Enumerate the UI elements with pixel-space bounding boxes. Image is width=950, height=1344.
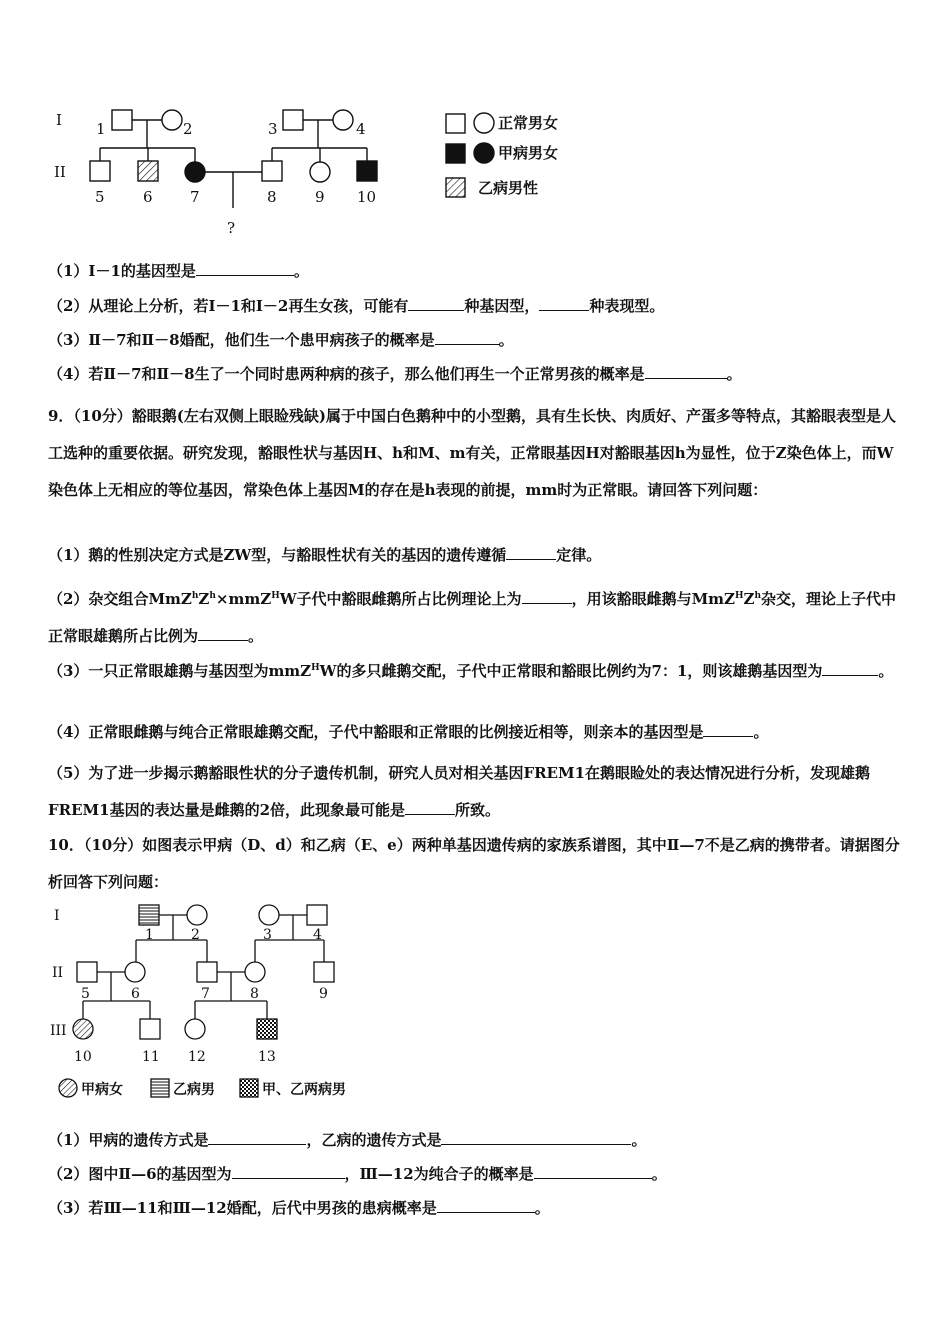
q10-blank-4[interactable] bbox=[534, 1164, 652, 1179]
q10-part2: （2）图中Ⅱ—6的基因型为 ，Ⅲ—12为纯合子的概率是 。 bbox=[48, 1165, 667, 1183]
female-I-2 bbox=[187, 905, 207, 925]
legend-both-diseases-male-icon bbox=[240, 1079, 258, 1097]
pedigree-figure-2 bbox=[50, 898, 380, 1110]
legend-disease-a-female-icon bbox=[474, 143, 494, 163]
male-I-1 bbox=[112, 110, 132, 130]
male-III-11 bbox=[140, 1019, 160, 1039]
q9-blank-4[interactable] bbox=[822, 661, 878, 676]
female-III-12 bbox=[185, 1019, 205, 1039]
gen-label-III: III bbox=[50, 1023, 67, 1039]
q8-part3: （3）Ⅱ－7和Ⅱ－8婚配，他们生一个患甲病孩子的概率是 。 bbox=[48, 331, 514, 349]
legend-disease-a-male-icon bbox=[446, 144, 465, 163]
q9-part2: （2）杂交组合$MmZ^hZ^h\times mmZ^HW$子代中豁眼雌鹅所占比例理论上为 ，用该豁眼雌鹅与$MmZ^HZ^h$杂交，理论上子代中正常眼雄鹅所占比例为 。 bbox=[48, 590, 897, 645]
legend-disease-a-female-icon bbox=[59, 1079, 77, 1097]
q9-blank-2[interactable] bbox=[522, 589, 572, 604]
male-I-1-disease-b bbox=[139, 905, 159, 925]
ind-label-1: 1 bbox=[145, 927, 154, 943]
q8-part2: （2）从理论上分析，若Ⅰ－1和Ⅰ－2再生女孩，可能有 种基因型， 种表现型。 bbox=[48, 297, 665, 315]
legend-disease-b-label: 乙病男 bbox=[173, 1082, 215, 1098]
ind-label-10: 10 bbox=[357, 188, 377, 206]
legend-normal-male-icon bbox=[446, 114, 465, 133]
ind-label-8: 8 bbox=[267, 188, 277, 206]
ind-label-4: 4 bbox=[356, 120, 366, 138]
male-II-9 bbox=[314, 962, 334, 982]
q8-blank-5[interactable] bbox=[645, 364, 727, 379]
q8-part1: （1）Ⅰ－1的基因型是 。 bbox=[48, 262, 309, 280]
ind-label-2: 2 bbox=[183, 120, 193, 138]
ind-label-8: 8 bbox=[250, 986, 259, 1002]
q10-blank-5[interactable] bbox=[437, 1198, 535, 1213]
male-I-4 bbox=[307, 905, 327, 925]
q10-part1: （1）甲病的遗传方式是 ，乙病的遗传方式是 。 bbox=[48, 1131, 647, 1149]
female-III-10-disease-a bbox=[73, 1019, 93, 1039]
q8-blank-1[interactable] bbox=[196, 261, 294, 276]
ind-label-2: 2 bbox=[191, 927, 200, 943]
female-I-4 bbox=[333, 110, 353, 130]
ind-label-9: 9 bbox=[315, 188, 325, 206]
ind-label-6: 6 bbox=[131, 986, 140, 1002]
ind-label-10: 10 bbox=[74, 1049, 92, 1065]
q9-part4: （4）正常眼雌鹅与纯合正常眼雄鹅交配，子代中豁眼和正常眼的比例接近相等，则亲本的基因型是 。 bbox=[48, 723, 769, 741]
pedigree-figure-1 bbox=[50, 100, 590, 245]
gen-label-II: II bbox=[54, 163, 66, 181]
ind-label-7: 7 bbox=[190, 188, 200, 206]
ind-label-3: 3 bbox=[268, 120, 278, 138]
q10-intro: 10．（10分）如图表示甲病（D、d）和乙病（E、e）两种单基因遗传病的家族系谱图，其中Ⅱ—7不是乙病的携带者。请据图分析回答下列问题： bbox=[48, 836, 900, 891]
q9-intro: 9．（10分）豁眼鹅(左右双侧上眼睑残缺)属于中国白色鹅种中的小型鹅，具有生长快、肉质好、产蛋多等特点，其豁眼表型是人工选种的重要依据。研究发现，豁眼性状与基因H、h和M、m有关，正常眼基因H对豁眼基因h为显性，位于Z染色体上，而W染色体上无相应的等位基因，常染色体上基因M的存在是h表现的前提，mm时为正常眼。请回答下列问题： bbox=[48, 407, 897, 499]
gen-label-I: I bbox=[54, 908, 60, 924]
q9-part3: （3）一只正常眼雄鹅与基因型为mmZ$^H$W的多只雌鹅交配，子代中正常眼和豁眼比例约为7：1，则该雄鹅基因型为 。 bbox=[48, 662, 894, 680]
gen-label-II: II bbox=[52, 965, 64, 981]
legend-disease-b-male-icon bbox=[151, 1079, 169, 1097]
q10-blank-3[interactable] bbox=[232, 1164, 345, 1179]
q8-blank-2[interactable] bbox=[408, 296, 464, 311]
ind-label-7: 7 bbox=[201, 986, 210, 1002]
ind-label-6: 6 bbox=[143, 188, 153, 206]
legend-disease-a-label: 甲病男女 bbox=[498, 144, 559, 162]
male-II-5 bbox=[77, 962, 97, 982]
male-II-10 bbox=[357, 161, 377, 181]
female-II-8 bbox=[245, 962, 265, 982]
q8-part4: （4）若Ⅱ－7和Ⅱ－8生了一个同时患两种病的孩子，那么他们再生一个正常男孩的概率是 。 bbox=[48, 365, 742, 383]
ind-label-11: 11 bbox=[142, 1049, 160, 1065]
male-II-6 bbox=[138, 161, 158, 181]
q10-blank-2[interactable] bbox=[441, 1130, 631, 1145]
ind-label-3: 3 bbox=[263, 927, 272, 943]
male-II-7 bbox=[197, 962, 217, 982]
legend-disease-b-male-icon bbox=[446, 178, 465, 197]
ind-label-13: 13 bbox=[258, 1049, 276, 1065]
q10-blank-1[interactable] bbox=[208, 1130, 306, 1145]
legend-both-label: 甲、乙两病男 bbox=[262, 1082, 346, 1098]
q8-blank-4[interactable] bbox=[435, 330, 499, 345]
q9-blank-5[interactable] bbox=[703, 722, 753, 737]
male-I-3 bbox=[283, 110, 303, 130]
male-II-8 bbox=[262, 161, 282, 181]
unknown-child-label: ? bbox=[227, 219, 236, 237]
ind-label-5: 5 bbox=[95, 188, 105, 206]
ind-label-9: 9 bbox=[319, 986, 328, 1002]
q9-blank-1[interactable] bbox=[506, 545, 556, 560]
female-II-6 bbox=[125, 962, 145, 982]
male-III-13-both-diseases bbox=[257, 1019, 277, 1039]
gen-label-I: I bbox=[56, 111, 62, 129]
ind-label-4: 4 bbox=[313, 927, 322, 943]
legend-normal-female-icon bbox=[474, 113, 494, 133]
legend-disease-a-label: 甲病女 bbox=[81, 1082, 123, 1098]
male-II-5 bbox=[90, 161, 110, 181]
q9-part5: （5）为了进一步揭示鹅豁眼性状的分子遗传机制，研究人员对相关基因FREM1在鹅眼睑处的表达情况进行分析，发现雄鹅FREM1基因的表达量是雌鹅的2倍，此现象最可能是 所致。 bbox=[48, 764, 871, 819]
q9-part1: （1）鹅的性别决定方式是ZW型，与豁眼性状有关的基因的遗传遵循 定律。 bbox=[48, 546, 602, 564]
ind-label-5: 5 bbox=[81, 986, 90, 1002]
q8-blank-3[interactable] bbox=[539, 296, 589, 311]
ind-label-1: 1 bbox=[96, 120, 106, 138]
female-II-9 bbox=[310, 162, 330, 182]
q9-blank-6[interactable] bbox=[405, 800, 455, 815]
legend-normal-label: 正常男女 bbox=[498, 114, 559, 132]
female-I-2 bbox=[162, 110, 182, 130]
legend-disease-b-label: 乙病男性 bbox=[478, 179, 539, 197]
female-II-7 bbox=[185, 162, 205, 182]
ind-label-12: 12 bbox=[188, 1049, 206, 1065]
female-I-3 bbox=[259, 905, 279, 925]
q9-blank-3[interactable] bbox=[198, 626, 248, 641]
q10-part3: （3）若Ⅲ—11和Ⅲ—12婚配，后代中男孩的患病概率是 。 bbox=[48, 1199, 550, 1217]
